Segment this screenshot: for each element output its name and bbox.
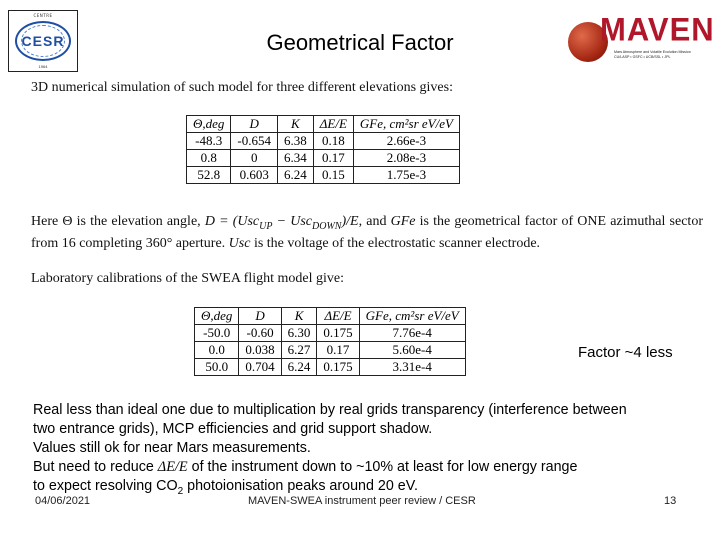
cell-gfe: 3.31e-4 [359, 359, 465, 376]
col-header-d: D [239, 308, 281, 325]
footer-date: 04/06/2021 [35, 495, 91, 507]
body-line-2: two entrance grids), MCP efficiencies and grid support shadow. [33, 421, 433, 437]
cell-de-e: 0.175 [317, 325, 359, 342]
expl-text-c: is the geometrical factor of ONE azimuthal sector from 16 completing 360° aperture. [31, 214, 703, 251]
cesr-logo [8, 10, 78, 72]
table-row [195, 359, 466, 376]
col-header-theta: Θ,deg [195, 308, 239, 325]
page-number: 13 [664, 495, 677, 507]
table-row [187, 150, 460, 167]
explanation-paragraph [31, 213, 703, 252]
formula-sub-down: DOWN [312, 220, 342, 232]
footer-title: MAVEN-SWEA instrument peer review / CESR [248, 495, 476, 507]
co2-subscript: 2 [177, 485, 184, 497]
formula-sub-up: UP [259, 220, 273, 232]
table-row [187, 167, 460, 184]
col-header-d: D [231, 116, 278, 133]
table-row [195, 325, 466, 342]
cell-d: 0.603 [231, 167, 278, 184]
cell-d: 0.038 [239, 342, 281, 359]
body-line-4 [33, 458, 703, 477]
cell-gfe: 7.76e-4 [359, 325, 465, 342]
cell-de-e: 0.17 [317, 342, 359, 359]
cell-theta: 50.0 [195, 359, 239, 376]
col-header-theta: Θ,deg [187, 116, 231, 133]
cell-k: 6.30 [281, 325, 317, 342]
table-header-row [195, 308, 466, 325]
table-header-row [187, 116, 460, 133]
col-header-k: K [278, 116, 314, 133]
maven-logo-word: MAVEN [600, 11, 715, 48]
gfe-symbol: GFe [390, 214, 416, 229]
calibration-intro: Laboratory calibrations of the SWEA flight model give: [31, 271, 344, 286]
calibration-table [194, 307, 466, 376]
body-line-4-b: of the instrument down to ~10% at least for low energy range [187, 459, 578, 475]
cesr-logo-top-text: CENTRE [33, 13, 53, 18]
col-header-de-e: ΔE/E [313, 116, 353, 133]
formula-end: )/E [341, 214, 359, 229]
usc-symbol: Usc [228, 235, 251, 251]
intro-text: 3D numerical simulation of such model for three different elevations gives: [31, 80, 453, 95]
table-row [187, 133, 460, 150]
formula-d [204, 214, 359, 232]
col-header-gfe: GFe, cm²sr eV/eV [359, 308, 465, 325]
cell-de-e: 0.17 [313, 150, 353, 167]
cell-gfe: 2.66e-3 [353, 133, 459, 150]
cell-theta: 0.8 [187, 150, 231, 167]
expl-text-b: , and [358, 214, 391, 229]
body-text [33, 401, 703, 501]
cell-gfe: 2.08e-3 [353, 150, 459, 167]
cell-de-e: 0.18 [313, 133, 353, 150]
maven-logo [566, 8, 714, 76]
body-line-1: Real less than ideal one due to multiplication by real grids transparency (interference between [33, 402, 627, 418]
col-header-gfe: GFe, cm²sr eV/eV [353, 116, 459, 133]
cell-de-e: 0.15 [313, 167, 353, 184]
slide-title: Geometrical Factor [266, 30, 454, 55]
expl-text-a: Here Θ is the elevation angle, [31, 214, 205, 229]
col-header-k: K [281, 308, 317, 325]
formula-d-part: D = (Usc [204, 214, 260, 229]
factor-note: Factor ~4 less [578, 344, 673, 361]
maven-logo-tagline [614, 50, 712, 60]
cell-theta: 52.8 [187, 167, 231, 184]
cesr-logo-mark: CESR [21, 33, 65, 49]
expl-text-d: is the voltage of the electrostatic scanner electrode. [250, 235, 541, 251]
cell-theta: -48.3 [187, 133, 231, 150]
cell-k: 6.27 [281, 342, 317, 359]
body-line-4-a: But need to reduce [33, 459, 158, 475]
cell-d: 0 [231, 150, 278, 167]
body-line-3: Values still ok for near Mars measurements. [33, 440, 311, 456]
cell-k: 6.24 [278, 167, 314, 184]
cell-d: 0.704 [239, 359, 281, 376]
cell-theta: 0.0 [195, 342, 239, 359]
cell-de-e: 0.175 [317, 359, 359, 376]
delta-e-over-e: ΔE/E [157, 459, 188, 475]
cell-k: 6.24 [281, 359, 317, 376]
cell-gfe: 5.60e-4 [359, 342, 465, 359]
body-line-5-b: photoionisation peaks around 20 eV. [183, 478, 418, 494]
simulation-table [186, 115, 460, 184]
body-line-5-a: to expect resolving CO [33, 478, 178, 494]
cesr-logo-bottom-text: 1964 [38, 64, 48, 69]
maven-tagline-text: Mars Atmosphere and Volatile Evolution Mission [614, 50, 691, 54]
cell-k: 6.38 [278, 133, 314, 150]
cell-theta: -50.0 [195, 325, 239, 342]
cell-d: -0.654 [231, 133, 278, 150]
table-row [195, 342, 466, 359]
col-header-de-e: ΔE/E [317, 308, 359, 325]
cell-k: 6.34 [278, 150, 314, 167]
cell-d: -0.60 [239, 325, 281, 342]
cell-gfe: 1.75e-3 [353, 167, 459, 184]
maven-partners-text: CU/LASP • GSFC • UCB/SSL • JPL [614, 55, 671, 59]
formula-minus: − Usc [272, 214, 313, 229]
